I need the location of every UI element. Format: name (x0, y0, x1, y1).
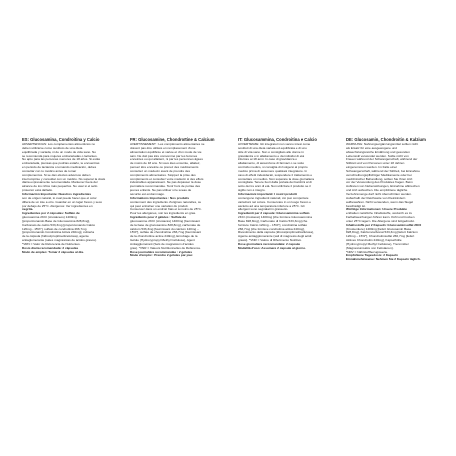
label-text-line: Auftreten von Nebenwirkungen, Einnahme abbrechen (346, 184, 420, 189)
label-text-line: Lebensstil verwendet werden. Sollte nicht von (346, 153, 409, 158)
label-text-line: difiera de un lote a otro. Guardar en un lugar fresco y seco (22, 199, 103, 204)
label-text-line: [proporcionando Base de Glucosamina 828,8mg], (22, 218, 91, 223)
label-text-line: alcance de los niños más pequeños. No usar si el sello (22, 184, 98, 189)
label-text-line: de moins de 18 ans. Si vous êtes enceinte, allaitez, (130, 161, 201, 166)
label-text-line: calcium 533,3mg [fournissant du calcium 120mg – (130, 226, 199, 231)
label-text-line: Antiagglomérant (Sels de magnésium d'acides (130, 241, 194, 246)
label-text-line: complementos. Si se dan efectos adversos deben (22, 172, 91, 177)
label-text-line: sigillo non è integro. (238, 188, 266, 193)
label-text-line: glucosamina 2KCl (crustáceos) 1400mg (22, 215, 77, 220)
label-text-line: aufbewahren. Nicht verwenden, wenn das Siegel (346, 199, 414, 204)
label-text-line: Informations Importantes : Nos produits (130, 195, 190, 200)
label-text-line: Stillzeit und von Personen unter 18 Jahren (346, 161, 405, 166)
label-text-line: Información Importante: Nuestros ingredientes (22, 191, 92, 196)
label-text-line: Einnahmehinweise: Nehmen Sie 2 Kapseln täglich. (346, 257, 421, 262)
label-text-line: verschreibungspflichtiger Medikamente oder bei (346, 172, 412, 177)
label-text-line: Aktives Chondroitin 240mg], Kapselhülle (346, 238, 402, 243)
label-text-line: indésirables apparaissent. Ne pas dépasser la dose (130, 180, 202, 185)
label-text-line: No apto para las personas menores de 18 años. Si estás (22, 157, 101, 162)
label-text-line: contengono ingredienti naturali, ciò può comportare (238, 195, 309, 200)
label-text-line: interrumpirse y consultar con un médico. No superar la dosis (22, 176, 106, 181)
label-text-line: Carbonato de calcio 533,3mg [proporcionando Calcio (22, 222, 96, 227)
label-text-line: inferiore ai 18 anni. In caso di gravidanza o (238, 157, 297, 162)
label-text-line: (Hydroxypropyl Methyl Cellulose), Trennmittel (346, 241, 409, 246)
label-text-line: jeunes enfants. Ne pas utiliser si le sceau de (130, 188, 192, 193)
label-text-line: glucosamine 2KCl (crustacés) 1400mg [fournissant (130, 218, 200, 223)
label-text-line: son de origen natural, lo cual puede hacer que el color (22, 195, 97, 200)
label-text-line: Dose giornaliera raccomandata: 2 capsule (238, 241, 301, 246)
label-text-line: medizinischer Behandlung, sollten Sie Ihren Arzt (346, 176, 413, 181)
label-text-line: vor der Verwendung des Produktes fragen. Beim (346, 180, 413, 185)
label-text-line: embarazada, piensas que podrías estarlo, te encuentras (22, 161, 100, 166)
label-text-line: Base 828,8mg], Carbonato di Calcio 533,3mg [che (238, 218, 308, 223)
label-text-line: Modo de empleo: Tomar 2 cápsulas al día. (22, 249, 84, 254)
label-text-line: doivent pas être utilisés en remplacement d'une (130, 145, 196, 150)
label-text-line: 15%*], sulfate de chondroïtine 266,7mg [fournissant (130, 230, 202, 235)
label-text-line: journalière recommandée. Tenir hors de portée des (130, 184, 201, 189)
label-text-line: 828,8mg], Kalziumcarbonat 533,3mg [liefert Kalzium (346, 230, 418, 235)
label-text-line: Dosis diaria recomendada: 2 cápsulas (22, 245, 79, 250)
label-text-line: enceintes ou qui allaitent, ni par les personnes âgées (130, 157, 203, 162)
label-text-line: AVERTISSEMENT : Les compléments alimentaires ne (130, 142, 205, 146)
label-text-line: *NRV = Nährstoffbezugswerte. (346, 249, 389, 254)
label-text-line: Modalità d'uso: Assumere 2 capsule al giorno. (238, 245, 307, 250)
label-text-line: AVVERTENZE: Gli integratori non vanno intesi come (238, 142, 311, 146)
label-text-line: sécurité est endommagé. (130, 191, 165, 196)
label-text-line: grassi). *VNR = Valore di Riferimento Nutritivo. (238, 238, 302, 243)
label-text-line: Wichtige Informationen: Unsere Produkte (346, 207, 407, 212)
label-text-line: Mode d'emploi : Prendre 2 gélules par jour. (130, 253, 194, 258)
label-text-line: consultar con tu médico antes de tomar (22, 168, 77, 173)
label-text-line: equilibrada y variada, ni de un modo de vida sano. No (22, 149, 96, 154)
label-text-line: stile di vita sano. Non è consigliato alle donne in (238, 149, 304, 154)
label-text-line: Conservez dans un endroit frais et à moins de 25°C. (130, 207, 202, 212)
label-text-line: [proporcionando Condroitina Activa 240mg], cubierta (22, 230, 95, 235)
label-text-line: 120mg - 15%*], sulfato de condroitina 266,7mg (22, 226, 87, 231)
label-text-line: Verzehrsmenge darf nicht überschritten werden. (346, 191, 412, 196)
label-text-line: gras). *VNR = Valeurs Nutritionnelles de Référence. (130, 245, 202, 250)
label-text-line: sostituti di una dieta variata ed equilibrata e di uno (238, 145, 307, 150)
label-column-es (22, 137, 124, 305)
column-title: ES: Glucosamina, Condroitina y Calcio (22, 137, 100, 142)
label-text-line: 2KCl (crostacei) 1400mg [che fornisce Glucosammina (238, 215, 312, 220)
label-text-line: Ingredientes por 2 cápsulas: Sulfato de (22, 211, 80, 216)
column-title: FR: Glucosamine, Chondroïtine & Calcium (130, 137, 215, 142)
label-text-line: negrita. (22, 207, 34, 212)
label-column-de (346, 137, 448, 305)
label-text-line: *VRN = Valor de Referencia de Nutrientes. (22, 241, 81, 246)
label-text-line: WARNUNG: Nahrungsergänzungsmittel sollten nicht (346, 142, 419, 146)
label-text-line: enthalten natürliche Inhaltsstoffe, wodurch es zu (346, 211, 413, 216)
label-text-line: compléments et consultez votre médecin si des effets (130, 176, 204, 181)
column-title: IT: Glucosammina, Condroitina e Calcio (238, 137, 317, 142)
label-text-line: en periodo de lactancia o tomando medicación, debes (22, 165, 97, 170)
label-text-line: controllo medico, si consiglia di rivolgersi al proprio (238, 165, 308, 170)
label-text-line: Außerhalb der Reichweite von Kleinkindern (346, 195, 406, 200)
label-column-it (238, 137, 340, 305)
label-text-line: variazioni nel colore. Conservare in un luogo fresco e (238, 199, 311, 204)
label-text-line: als Ersatz für eine ausgewogene und (346, 145, 397, 150)
label-text-line: 266,7mg [che fornisce condroitina attiva 240mg], (238, 226, 305, 231)
label-text-line: Pour les allergènes, voir les ingrédients en gras. (130, 211, 197, 216)
label-text-line: Gélule (Hydroxypropyl Methyl Cellulose), Agent (130, 238, 195, 243)
label-text-line: protector está dañado. (22, 188, 53, 193)
label-text-line: Ingredienti per 2 capsule: Glucosammina solfato (238, 211, 310, 216)
label-text-line: asciutto ad una temperatura inferiore a 25°C. Gli (238, 203, 305, 208)
label-text-line: eingenommen werden. Im Falle einer (346, 165, 398, 170)
label-text-line: pensez être enceinte ou prenez des médicaments (130, 165, 199, 170)
label-text-line: (Krustentiere) 1400mg [liefert Glucosamin Base (346, 226, 412, 231)
label-text-line: Frauen während der Schwangerschaft, während der (346, 157, 418, 162)
label-text-line: consigliata. Tenere fuori dalla portata dei bambini al di (238, 180, 312, 185)
label-text-line: allattamento, di assunzione di farmaci o se sotto (238, 161, 305, 166)
label-text-line: qui peut entraîner une variation du produit. (130, 203, 189, 208)
label-column-fr (130, 137, 232, 305)
label-text-line: Informazioni importanti: I nostri prodotti (238, 191, 298, 196)
label-text-line: unter 25°C lagern. Die Allergene sind fettgedruckt. (346, 218, 415, 223)
label-text-line: Rivestimento della capsula (Idrossipropilmetilcellulosa), (238, 230, 314, 235)
column-title: DE: Glucosamin, Chondroitin & Kalzium (346, 137, 426, 142)
label-text-line: de la chondroïtine active 240mg], Enrobage de la (130, 234, 198, 239)
label-text-line: contiennent des ingrédients d'origines naturelles, ce (130, 199, 202, 204)
label-text-line: allergeni sono segnalati in grassetto. (238, 207, 289, 212)
label-text-line: de la base de glucosamine 828,8mg], carbonate de (130, 222, 201, 227)
label-text-line: und Arzt aufsuchen. Die empfohlene tägliche (346, 188, 408, 193)
label-text-line: fornisce Calcio 120mg – 15%*], condroitina solfato (238, 222, 308, 227)
label-text-line: antiaglomerante (sales magnésicas de ácidos grasos). (22, 238, 97, 243)
label-text-line: Farbabweichungen führen kann. Kühl und trocken (346, 215, 415, 220)
label-text-line: Dose journalière recommandée : 2 gélules (130, 249, 193, 254)
label-text-line: ADVERTENCIAS: Los complementos alimenticios no (22, 142, 96, 146)
label-text-line: consultare un medico. Non superare la dose giornaliera (238, 176, 315, 181)
label-text-line: Empfohlene Tagesdosis: 2 Kapseln (346, 253, 398, 258)
label-text-line: alimentation équilibrée et variée et d'un mode de vie (130, 149, 202, 154)
label-text-line: (Magnesiumsalze von Fettsäuren). (346, 245, 394, 250)
label-text-line: gravidanza o in allattamento e da individui di età (238, 153, 305, 158)
label-text-line: sain. Ne doit pas être consommé par les femmes (130, 153, 198, 158)
label-text-line: Schwangerschaft, während der Stillzeit, bei Einnahme (346, 168, 420, 173)
label-text-line: deben utilizarse como sustituto de una dieta (22, 145, 83, 150)
label-text-line: medico prima di assumere qualsiasi integratore. In (238, 168, 308, 173)
label-text-line: compléments alimentaires. Stoppez la prise des (130, 172, 196, 177)
label-text-line: consultez un médecin avant de prendre des (130, 168, 191, 173)
label-text-line: se recomienda para mujeres embarazadas o lactantes. (22, 153, 98, 158)
label-text-line: por debajo de 25°C. Alérgenos: Ver ingredientes en (22, 203, 93, 208)
label-text-line: Ingrédients pour 2 gélules : Sulfate de (130, 215, 187, 220)
label-text-line: sotto dei tre anni di età. Non utilizzare il prodotto se il (238, 184, 311, 189)
label-text-line: caso di effetti indesiderati, sospendere il trattamento e (238, 172, 313, 177)
label-text-line: diaria expresamente recomendada. Mantener fuera del (22, 180, 98, 185)
label-text-line: Inhaltsstoffe per 2 Kapseln: Glucosaminsulfat 2KCl (346, 222, 422, 227)
multilingual-label (22, 137, 448, 305)
label-text-line: Agente antiagglomerante (sali di magnesio degli acidi (238, 234, 312, 239)
label-text-line: abwechslungsreiche Ernährung und gesunden (346, 149, 410, 154)
label-text-line: beschädigt ist. (346, 203, 366, 208)
label-text-line: 120mg – 15%*], Chondroitinsulfat 266,7mg [liefert (346, 234, 415, 239)
label-text-line: de la cápsula (hidroxipropilmetilcelulosa), agente (22, 234, 89, 239)
